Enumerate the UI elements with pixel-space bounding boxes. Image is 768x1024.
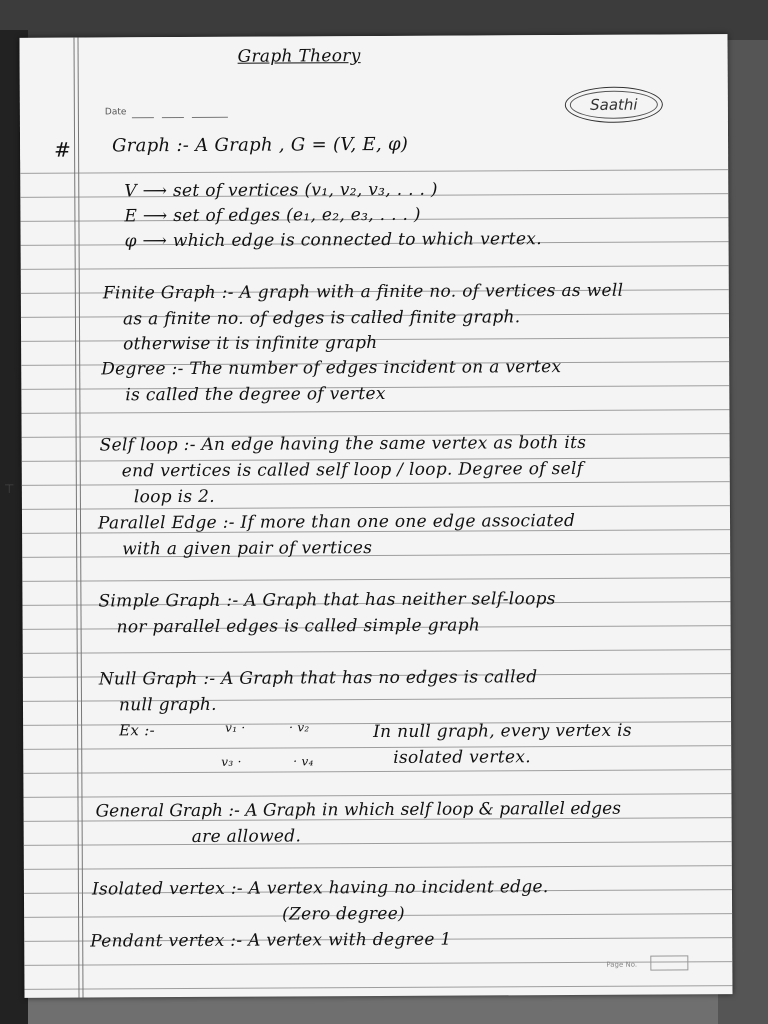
null-graph-line-2: null graph. <box>118 694 217 716</box>
binding-mark: ⊤ <box>4 482 15 496</box>
date-label: Date <box>104 107 127 118</box>
degree-line-2: is called the degree of vertex <box>125 383 386 406</box>
degree-line-1: Degree :- The number of edges incident on a vertex <box>101 357 562 380</box>
null-graph-note-1: In null graph, every vertex is <box>373 720 632 743</box>
null-graph-vertex-v2: · v₂ <box>289 720 310 735</box>
phi-line: φ ⟶ which edge is connected to which vertex. <box>124 229 542 252</box>
isolated-vertex-line-2: (Zero degree) <box>282 903 406 925</box>
pendant-vertex-line: Pendant vertex :- A vertex with degree 1 <box>90 929 452 952</box>
simple-graph-line-2: nor parallel edges is called simple graph <box>116 615 481 638</box>
isolated-vertex-line-1: Isolated vertex :- A vertex having no incident edge. <box>91 877 549 900</box>
self-loop-line-3: loop is 2. <box>133 486 215 508</box>
finite-graph-line-1: Finite Graph :- A graph with a finite no. of vertices as well <box>102 280 624 304</box>
null-graph-note-2: isolated vertex. <box>393 747 531 768</box>
date-blank-month <box>162 117 184 118</box>
null-graph-example-label: Ex :- <box>119 721 155 740</box>
null-graph-line-1: Null Graph :- A Graph that has no edges is called <box>98 667 538 690</box>
graph-definition: Graph :- A Graph , G = (V, E, φ) <box>112 133 409 157</box>
self-loop-line-2: end vertices is called self loop / loop. Degree of self <box>121 458 584 482</box>
section-bullet: # <box>54 137 72 162</box>
notebook-page <box>19 34 732 998</box>
simple-graph-line-1: Simple Graph :- A Graph that has neither self-loops <box>98 589 556 612</box>
parallel-edge-line-1: Parallel Edge :- If more than one one edge associated <box>97 510 576 534</box>
page-number-box <box>650 955 688 970</box>
page-number-label: Page No. <box>606 960 638 969</box>
parallel-edge-line-2: with a given pair of vertices <box>122 538 373 560</box>
vertex-set-line: V ⟶ set of vertices (v₁, v₂, v₃, . . . ) <box>124 179 438 202</box>
null-graph-vertex-v1: v₁ · <box>225 720 246 735</box>
finite-graph-line-2: as a finite no. of edges is called finite graph. <box>122 307 521 330</box>
null-graph-vertex-v3: v₃ · <box>221 754 242 769</box>
date-blank-day <box>132 117 154 118</box>
date-blank-year <box>192 117 228 118</box>
page-title: Graph Theory <box>237 46 361 67</box>
general-graph-line-2: are allowed. <box>191 826 302 847</box>
null-graph-vertex-v4: · v₄ <box>293 754 314 769</box>
self-loop-line-1: Self loop :- An edge having the same vertex as both its <box>99 432 587 456</box>
finite-graph-line-3: otherwise it is infinite graph <box>123 332 378 355</box>
brand-logo: Saathi <box>565 86 663 123</box>
edge-set-line: E ⟶ set of edges (e₁, e₂, e₃, . . . ) <box>124 204 421 227</box>
general-graph-line-1: General Graph :- A Graph in which self loop & parallel edges <box>95 798 621 822</box>
